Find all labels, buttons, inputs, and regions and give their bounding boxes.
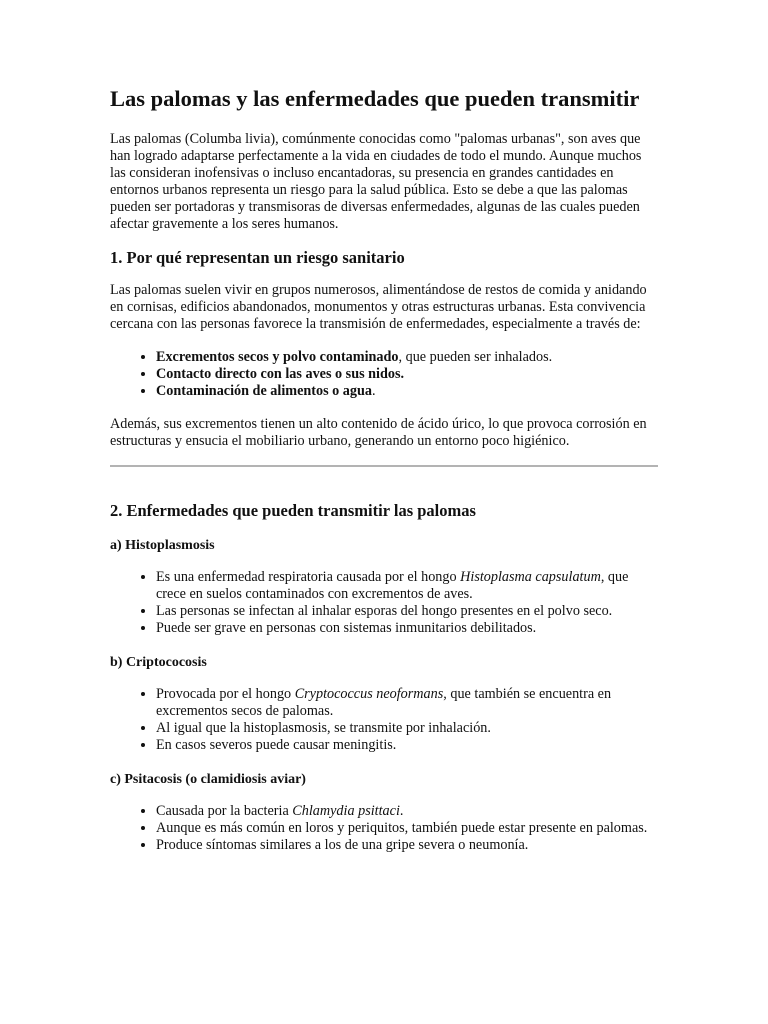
species-name: Histoplasma capsulatum [460, 569, 601, 585]
item-text: Es una enfermedad respiratoria causada por el hongo [156, 569, 461, 585]
risk-item-bold: Contaminación de alimentos o agua [156, 383, 372, 399]
disease-list-item [156, 686, 658, 720]
item-text: Puede ser grave en personas con sistemas inmunitarios debilitados. [156, 620, 537, 636]
risk-item-text: , que pueden ser inhalados. [398, 349, 553, 365]
species-name: Cryptococcus neoformans [294, 686, 444, 702]
disease-list-item [156, 603, 658, 620]
risk-list-item [156, 383, 658, 400]
section-1-closing: Además, sus excrementos tienen un alto contenido de ácido úrico, lo que provoca corrosión en estructuras y ensucia el mobiliario urbano, generando un entorno poco higiénico. [110, 416, 647, 449]
disease-list-item [156, 620, 658, 637]
disease-list-item [156, 569, 658, 603]
document-title: Las palomas y las enfermedades que pueden transmitir [110, 86, 640, 111]
disease-list-item [156, 803, 658, 820]
section-1-heading: 1. Por qué representan un riesgo sanitario [110, 248, 405, 267]
item-text: Las personas se infectan al inhalar esporas del hongo presentes en el polvo seco. [156, 603, 613, 619]
item-text: , que crece en suelos contaminados con excrementos de aves. [156, 569, 629, 602]
disease-title-criptococosis: b) Criptococosis [110, 655, 207, 670]
risk-list-item [156, 366, 658, 383]
disease-title-histoplasmosis: a) Histoplasmosis [110, 538, 215, 553]
item-text: . [399, 803, 404, 819]
disease-list-item [156, 720, 658, 737]
species-name: Chlamydia psittaci [292, 803, 400, 819]
risk-item-bold: Excrementos secos y polvo contaminado [156, 349, 399, 365]
horizontal-divider [110, 465, 658, 467]
risk-list-item [156, 349, 658, 366]
item-text: , que también se encuentra en excrementos secos de palomas. [156, 686, 612, 719]
item-text: En casos severos puede causar meningitis. [156, 737, 397, 753]
item-text: Al igual que la histoplasmosis, se transmite por inhalación. [156, 720, 491, 736]
disease-list-histoplasmosis [110, 569, 658, 637]
document-content [110, 84, 658, 870]
disease-title-psitacosis: c) Psitacosis (o clamidiosis aviar) [110, 772, 306, 787]
section-1-paragraph: Las palomas suelen vivir en grupos numerosos, alimentándose de restos de comida y anidando en cornisas, edificios abandonados, monumentos y otras estructuras urbanas. Esta convivencia cercana con las personas favorece la transmisión de enfermedades, especialmente a través de: [110, 282, 647, 332]
disease-list-psitacosis [110, 803, 658, 854]
intro-paragraph: Las palomas (Columba livia), comúnmente conocidas como "palomas urbanas", son aves que han logrado adaptarse perfectamente a la vida en ciudades de todo el mundo. Aunque muchos las consideran inofensivas o incluso encantadoras, su presencia en grandes cantidades en entornos urbanos representa un riesgo para la salud pública. Esto se debe a que las palomas pueden ser portadoras y transmisoras de diversas enfermedades, algunas de las cuales pueden afectar gravemente a los seres humanos. [110, 131, 642, 232]
item-text: Aunque es más común en loros y periquitos, también puede estar presente en palomas. [156, 820, 648, 836]
item-text: Produce síntomas similares a los de una gripe severa o neumonía. [156, 837, 529, 853]
disease-list-item [156, 820, 658, 837]
risk-item-bold: Contacto directo con las aves o sus nidos. [156, 366, 405, 382]
disease-list-criptococosis [110, 686, 658, 754]
item-text: Causada por la bacteria [156, 803, 293, 819]
disease-list-item [156, 837, 658, 854]
disease-list-item [156, 737, 658, 754]
section-2-heading: 2. Enfermedades que pueden transmitir las palomas [110, 501, 476, 520]
risk-item-text: . [371, 383, 376, 399]
risk-list [110, 349, 658, 400]
item-text: Provocada por el hongo [156, 686, 295, 702]
